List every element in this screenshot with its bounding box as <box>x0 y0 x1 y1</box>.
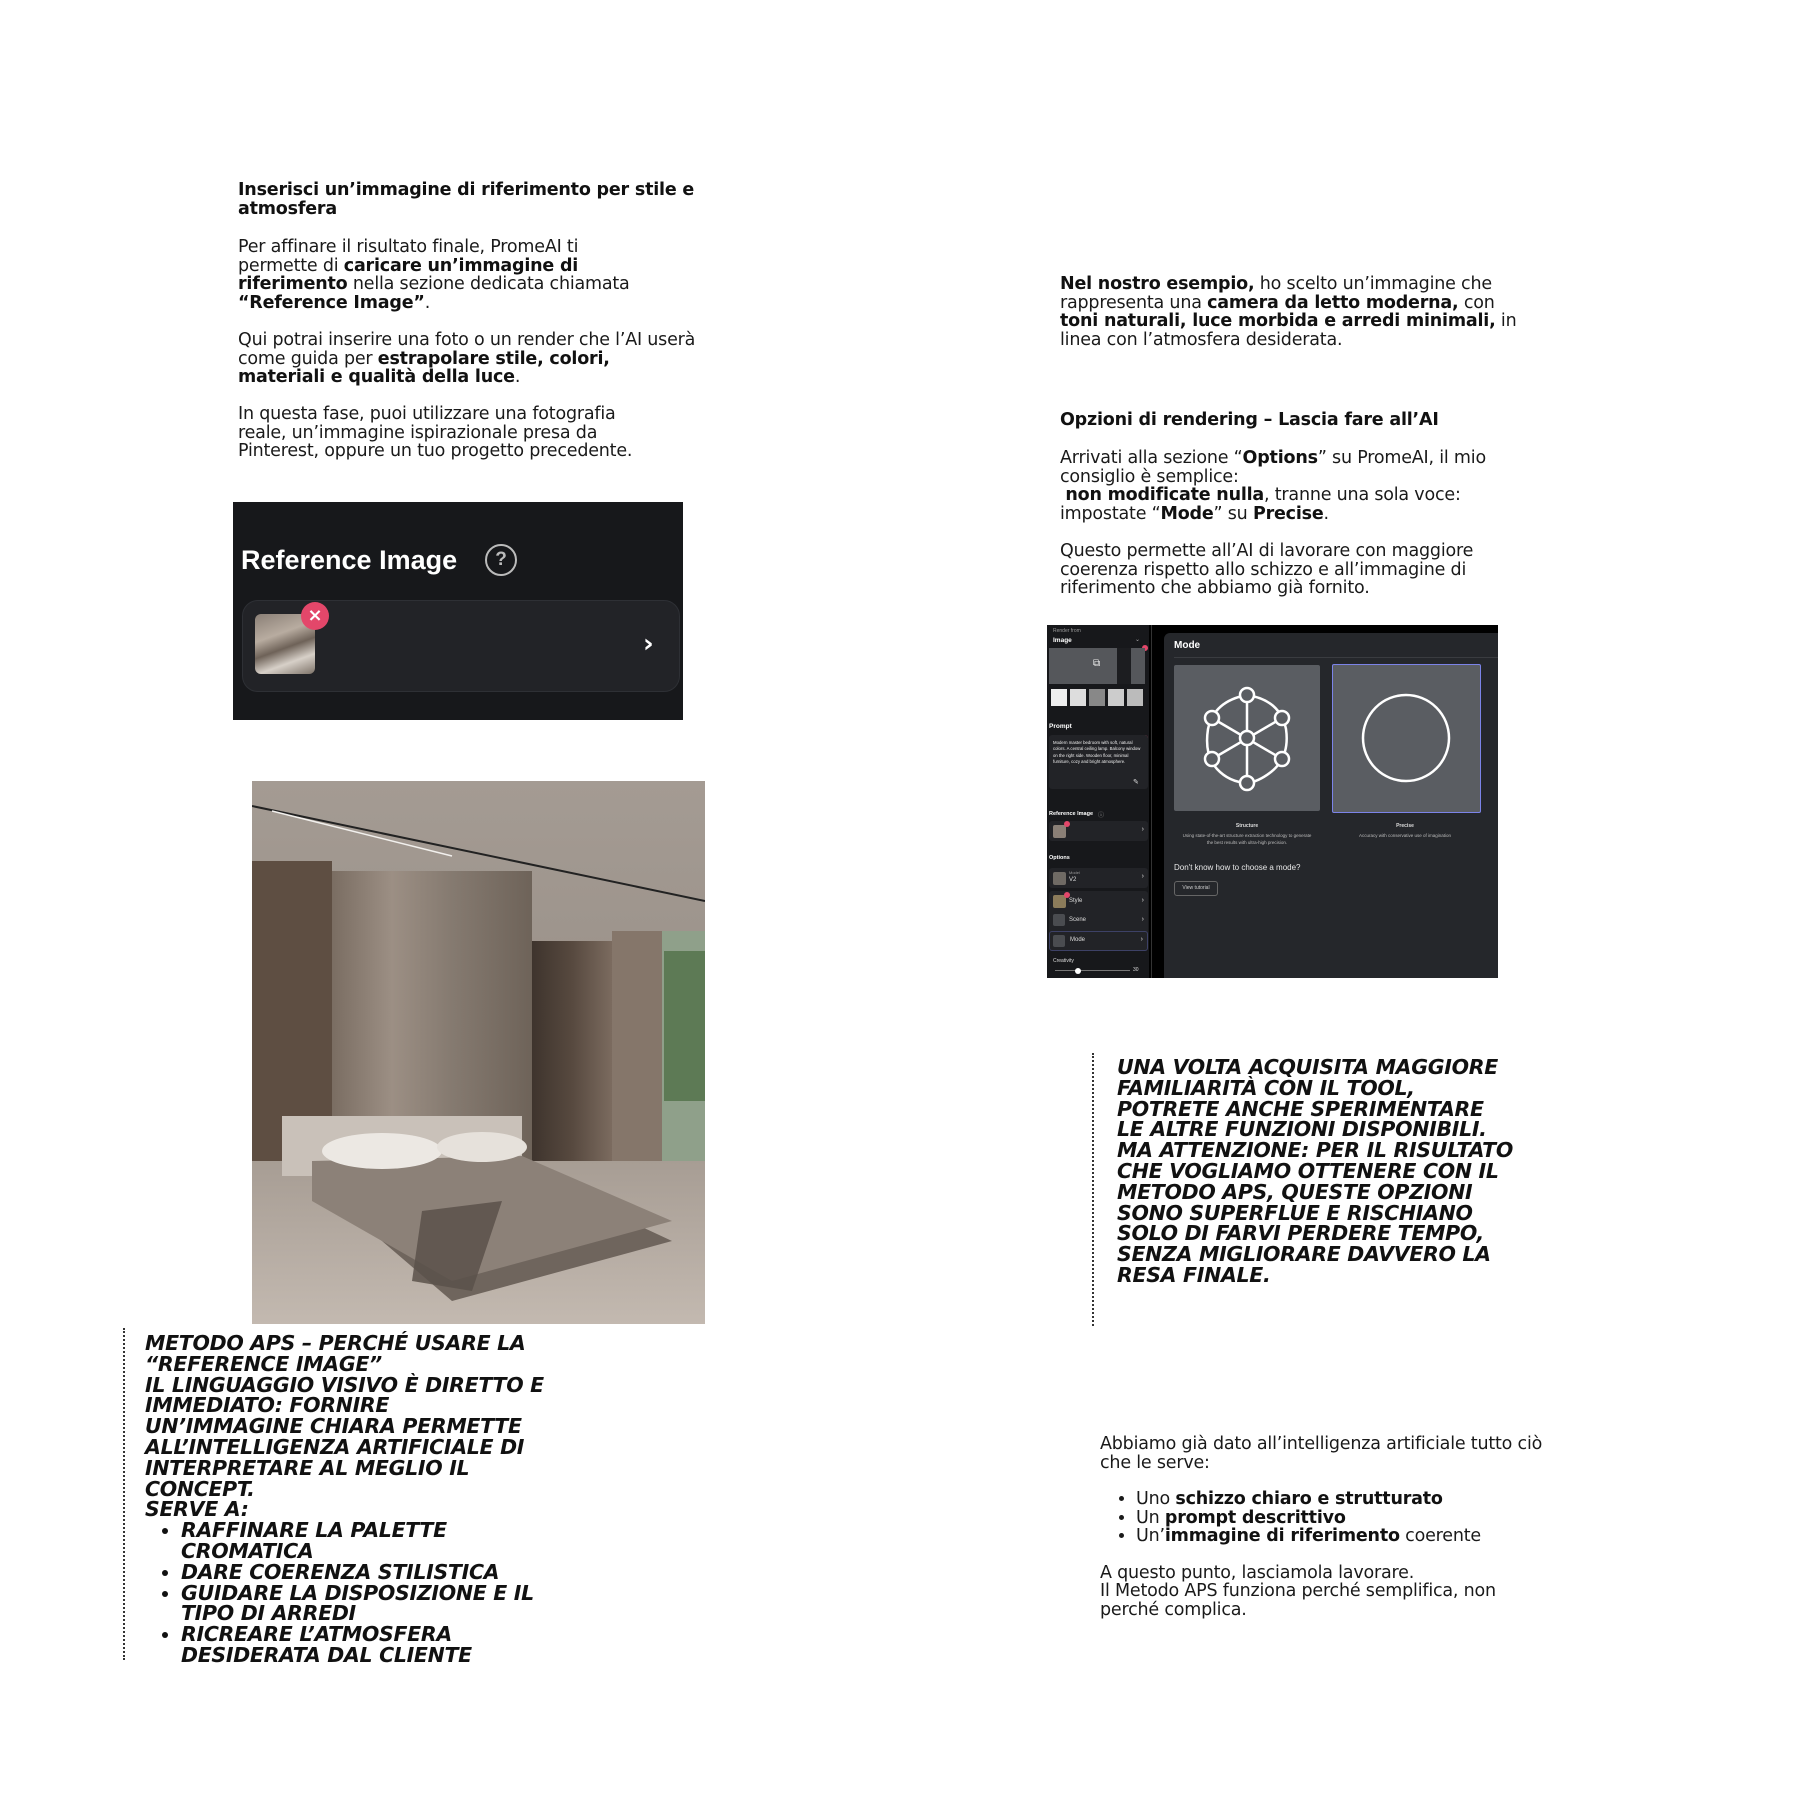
reference-image-row[interactable] <box>1049 821 1148 841</box>
options-line <box>1060 505 1520 524</box>
mode-help-question: Don't know how to choose a mode? <box>1174 863 1301 872</box>
option-style[interactable]: Style <box>1069 898 1083 904</box>
list-item: • RAFFINARE LA PALETTE CROMATICA <box>181 1520 545 1562</box>
option-scene[interactable]: Scene <box>1069 917 1087 923</box>
options-line <box>1060 486 1520 505</box>
image-edit-icon[interactable]: ⧉ <box>1093 658 1101 669</box>
prompt-text[interactable]: Modern master bedroom with soft, natural colors. A central ceiling lamp. Balcony window on the right side. Wooden floor, minimal furniture, cozy and bright atmosphere. <box>1053 740 1141 764</box>
callout-reference-image <box>145 1333 545 1666</box>
mode-label: Structure <box>1235 823 1259 829</box>
creativity-slider[interactable] <box>1055 970 1130 971</box>
thumbnail[interactable] <box>1070 689 1086 706</box>
text: Un <box>1136 1507 1165 1528</box>
bold-text: “Reference Image” <box>238 292 425 313</box>
callout-list <box>145 1520 545 1666</box>
mode-card-precise[interactable] <box>1332 664 1481 813</box>
sketch-preview-door <box>1117 648 1131 684</box>
section-title-rendering: Opzioni di rendering – Lascia fare all’AI <box>1060 410 1439 430</box>
mode-icon <box>1053 935 1065 947</box>
bold-text: non modificate nulla <box>1065 485 1265 505</box>
reference-image-row[interactable] <box>242 600 680 692</box>
paragraph-example <box>1060 275 1520 349</box>
option-group <box>1049 891 1148 951</box>
thumbnail[interactable] <box>1127 689 1143 706</box>
callout-heading: METODO APS – PERCHÉ USARE LA “REFERENCE IMAGE” <box>145 1331 526 1376</box>
text: con <box>1458 292 1495 313</box>
sketch-thumbnails <box>1051 689 1143 706</box>
render-from-select[interactable]: Image <box>1053 637 1072 644</box>
magic-wand-icon[interactable]: ✎ <box>1133 779 1139 786</box>
thumbnail[interactable] <box>1051 689 1067 706</box>
text: Uno <box>1136 1489 1176 1509</box>
mode-description: Using state-of-the-art structure extraction technology to generate the best results with ultra-high precision. <box>1182 833 1312 845</box>
bold-text: Options <box>1242 448 1318 468</box>
bold-text: schizzo chiaro e strutturato <box>1175 1489 1443 1509</box>
mode-card-structure[interactable] <box>1174 665 1320 811</box>
sketch-preview <box>1049 648 1145 684</box>
view-tutorial-button[interactable]: View tutorial <box>1174 881 1218 896</box>
bold-text: estrapolare stile, colori, materiali e qualità della luce <box>238 348 610 387</box>
options-label: Options <box>1049 855 1070 861</box>
text: coerente <box>1399 1526 1481 1546</box>
text: ” su <box>1213 503 1253 524</box>
bold-text: prompt descrittivo <box>1164 1507 1346 1528</box>
text: nella sezione dedicata chiamata <box>347 274 630 294</box>
chevron-right-icon[interactable]: › <box>1141 873 1144 880</box>
paragraph-coherence: Questo permette all’AI di lavorare con maggiore coerenza rispetto allo schizzo e all’immagine di riferimento che abbiamo già fornito. <box>1060 541 1474 598</box>
promeai-sidebar <box>1047 625 1149 978</box>
paragraph-intro <box>238 238 658 312</box>
text: Un’ <box>1136 1526 1165 1546</box>
option-label: V2 <box>1069 877 1077 883</box>
option-label: Mode <box>1070 937 1086 943</box>
bold-text: Precise <box>1252 503 1324 524</box>
option-mode[interactable] <box>1049 931 1148 951</box>
reference-image-title: Reference Image <box>241 545 458 575</box>
list-item <box>1136 1490 1560 1509</box>
list-item <box>1136 1527 1560 1546</box>
list-item: • RICREARE L’ATMOSFERA DESIDERATA DAL CLIENTE <box>181 1624 545 1666</box>
mode-description: Accuracy with conservative use of imagination <box>1358 833 1452 838</box>
help-icon[interactable]: ⓘ <box>1098 813 1105 819</box>
text: impostate “ <box>1060 503 1161 524</box>
paragraph-options <box>1060 449 1520 523</box>
reference-thumbnail <box>1053 825 1066 838</box>
bedroom-photo <box>252 781 705 1324</box>
summary-outro: Il Metodo APS funziona perché semplifica, non perché complica. <box>1100 1581 1496 1620</box>
reference-image-panel <box>233 502 683 720</box>
text: ho scelto un’immagine che rappresenta una <box>1060 274 1492 313</box>
render-from-label: Render from <box>1053 628 1081 634</box>
help-icon[interactable]: ? <box>485 544 517 576</box>
creativity-value: 30 <box>1133 967 1139 973</box>
text: Qui potrai inserire una foto o un render che l’AI userà come guida per <box>238 330 696 369</box>
prompt-textarea[interactable] <box>1049 735 1148 789</box>
chevron-down-icon[interactable]: ⌄ <box>1135 637 1141 643</box>
text: Arrivati alla sezione “ <box>1060 448 1243 468</box>
callout-body: IL LINGUAGGIO VISIVO È DIRETTO E IMMEDIATO: FORNIRE UN’IMMAGINE CHIARA PERMETTE ALL’INTELLIGENZA ARTIFICIALE DI INTERPRETARE AL MEGLIO IL CONCEPT. <box>145 1372 544 1501</box>
prompt-label: Prompt <box>1049 723 1072 730</box>
model-thumbnail <box>1053 872 1066 885</box>
slider-handle[interactable] <box>1075 968 1081 974</box>
thumbnail[interactable] <box>1089 689 1105 706</box>
summary-intro: Abbiamo già dato all’intelligenza artificiale tutto ciò che le serve: <box>1100 1434 1543 1473</box>
thumbnail[interactable] <box>1108 689 1124 706</box>
text: . <box>514 367 521 387</box>
bold-text: Mode <box>1160 503 1214 524</box>
mode-title: Mode <box>1174 640 1201 651</box>
chevron-right-icon[interactable]: › <box>1140 936 1143 943</box>
mode-panel <box>1164 633 1498 978</box>
callout-options-warning: UNA VOLTA ACQUISITA MAGGIORE FAMILIARITÀ CON IL TOOL, POTRETE ANCHE SPERIMENTARE LE ALTRE FUNZIONI DISPONIBILI. MA ATTENZIONE: PER IL RISULTATO CHE VOGLIAMO OTTENERE CON IL METODO APS, QUESTE OPZIONI SONO SUPERFLUE E RISCHIANO SOLO DI FARVI PERDERE TEMPO, SENZA MIGLIORARE DAVVERO LA RESA FINALE. <box>1117 1055 1513 1287</box>
text: in linea con l’atmosfera desiderata. <box>1060 311 1517 350</box>
callout-serve: SERVE A: <box>145 1497 249 1522</box>
text: ” su PromeAI, il mio consiglio è semplice: <box>1060 448 1486 487</box>
divider <box>1151 625 1152 978</box>
callout-divider <box>123 1328 125 1660</box>
text: . <box>424 292 431 313</box>
option-model[interactable] <box>1049 868 1148 888</box>
summary-section <box>1100 1435 1560 1619</box>
summary-list <box>1100 1490 1560 1546</box>
bold-text: caricare un’immagine di riferimento <box>238 255 579 294</box>
divider <box>1174 657 1498 658</box>
list-item <box>1136 1509 1560 1528</box>
chevron-right-icon[interactable]: › <box>1141 826 1144 833</box>
promeai-screenshot <box>1047 625 1498 978</box>
circle-icon <box>1333 665 1479 811</box>
bold-text: Nel nostro esempio, <box>1060 274 1255 294</box>
bold-text: camera da letto moderna, <box>1207 292 1459 313</box>
summary-outro: A questo punto, lasciamola lavorare. <box>1100 1562 1415 1583</box>
creativity-label: Creativity <box>1053 958 1074 964</box>
text: . <box>1323 503 1329 524</box>
list-item: • GUIDARE LA DISPOSIZIONE E IL TIPO DI ARREDI <box>181 1583 545 1625</box>
paragraph-sources: In questa fase, puoi utilizzare una fotografia reale, un’immagine ispirazionale presa da Pinterest, oppure un tuo progetto precedente. <box>238 404 633 461</box>
text: , tranne una sola voce: <box>1264 485 1461 505</box>
structure-icon <box>1174 665 1320 811</box>
mode-label: Precise <box>1396 823 1414 829</box>
chevron-right-icon[interactable]: › <box>1141 916 1144 923</box>
paragraph-usage <box>238 331 698 387</box>
chevron-right-icon[interactable]: › <box>643 629 654 659</box>
scene-icon <box>1053 914 1065 926</box>
callout-divider <box>1092 1053 1094 1326</box>
bold-text: immagine di riferimento <box>1164 1526 1400 1546</box>
options-line <box>1060 449 1520 486</box>
remove-icon[interactable] <box>1064 821 1070 827</box>
bedroom-illustration <box>252 781 705 1324</box>
section-title-reference: Inserisci un’immagine di riferimento per stile e atmosfera <box>238 180 695 219</box>
chevron-right-icon[interactable]: › <box>1141 897 1144 904</box>
list-item: • DARE COERENZA STILISTICA <box>181 1562 545 1583</box>
remove-icon[interactable]: × <box>301 602 329 630</box>
text: Per affinare il risultato finale, PromeAI ti permette di <box>238 237 579 276</box>
bold-text: toni naturali, luce morbida e arredi minimali, <box>1060 311 1496 331</box>
option-sub-label: Model <box>1069 870 1080 875</box>
reference-image-label: Reference Image <box>1049 811 1094 817</box>
